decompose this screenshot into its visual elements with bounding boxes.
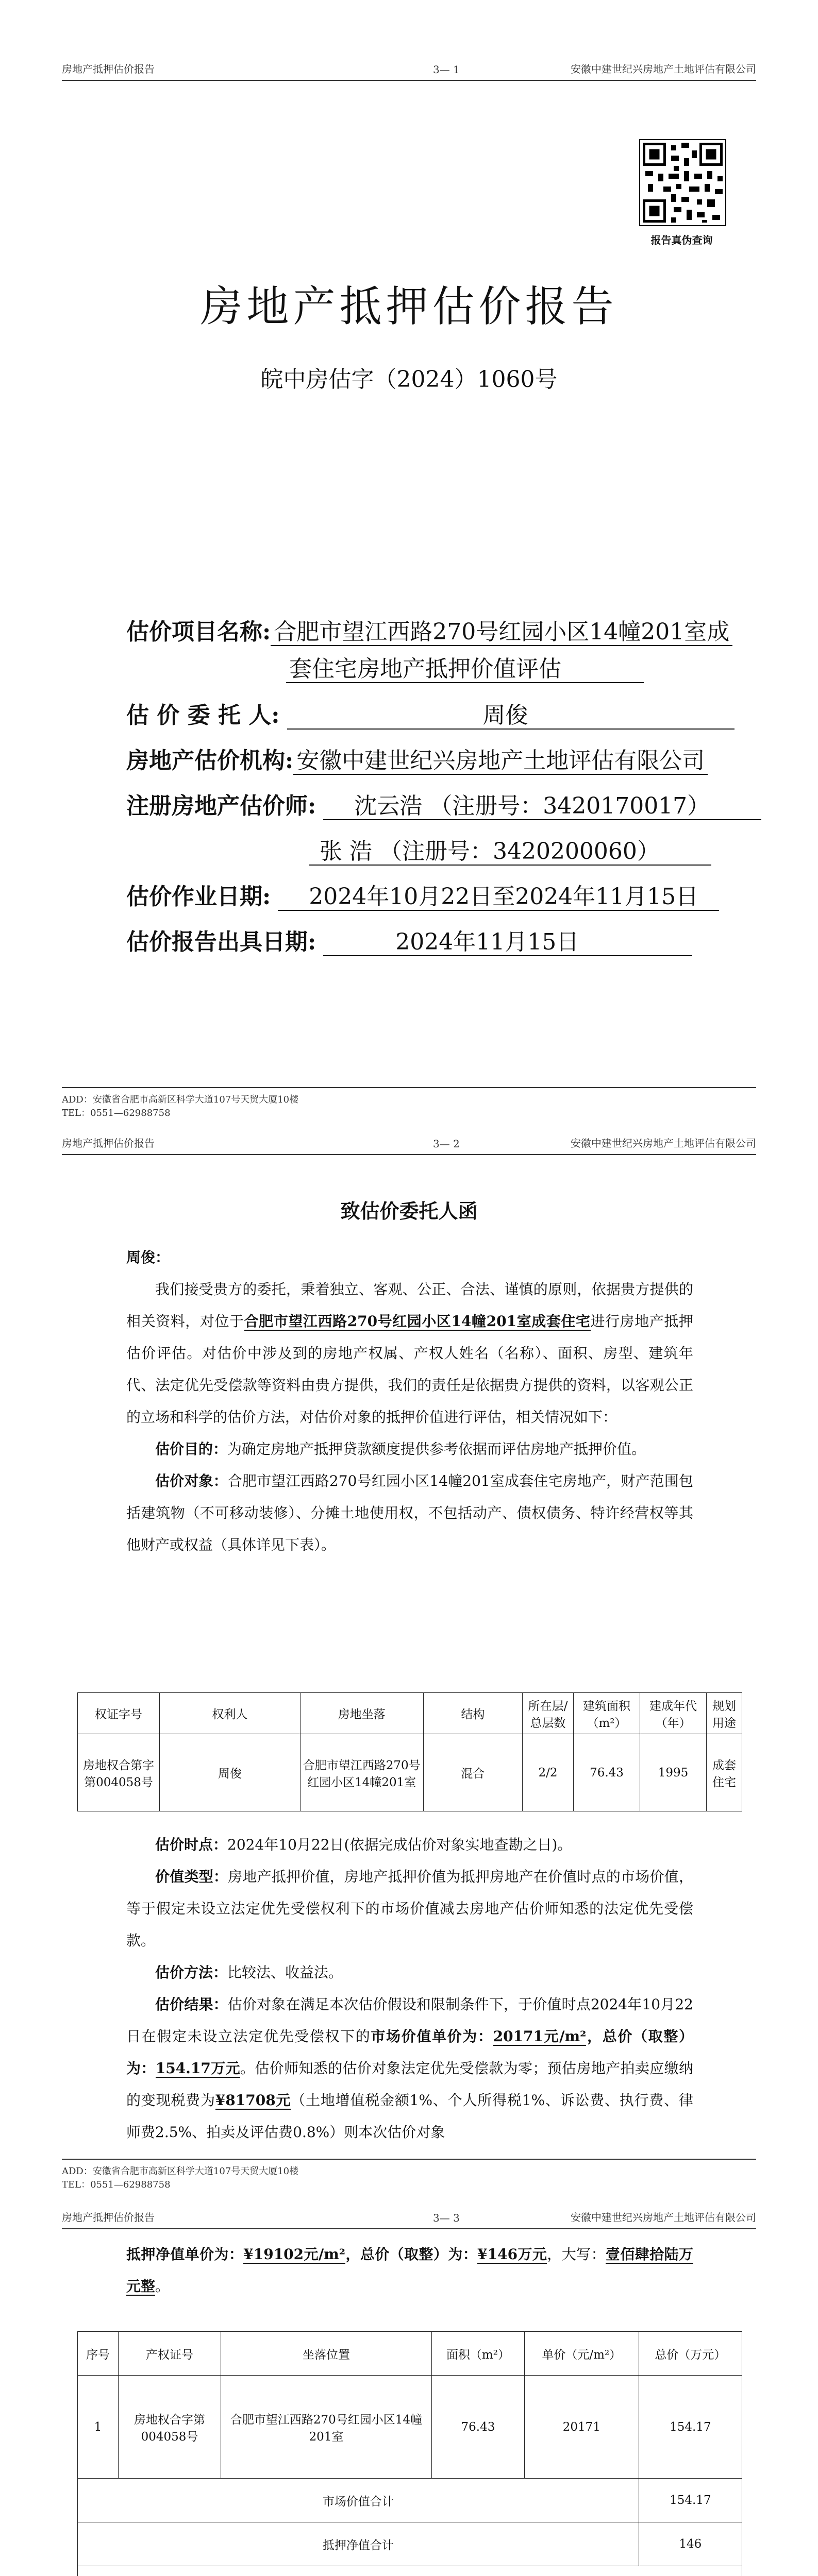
page-header [62, 59, 756, 81]
property-table: 权证字号 权利人 房地坐落 结构 所在层/总层数 建筑面积（m²） 建成年代（年） 规划用途 房地权合第字第004058号 周俊 合肥市望江西路270号红园小区14幢201室 混合 2/2 76.43 1995 成套住宅 [77, 1692, 742, 1811]
document-number: 皖中房估字（2024）1060号 [260, 366, 558, 393]
header-page: 3— 1 [433, 63, 460, 76]
qr-code-icon[interactable] [639, 139, 726, 226]
work-date-value: 2024年10月22日至2024年11月15日 [278, 884, 719, 911]
letter-body [126, 1242, 693, 1561]
agency-field: 房地产估价机构: 安徽中建世纪兴房地产土地评估有限公司 [126, 742, 708, 775]
valuation-method: 估价方法：比较法、收益法。 [155, 1964, 343, 1981]
letter-page [0, 1133, 818, 2231]
page-footer: ADD：安徽省合肥市高新区科学大道107号天贸大厦10楼 TEL：0551—62988758 [62, 2159, 756, 2192]
client-field: 估 价 委 托 人: 周俊 [126, 697, 734, 730]
net-total-label: 抵押净值合计 [78, 2522, 639, 2566]
header-left: 房地产抵押估价报告 [62, 63, 155, 75]
summary-table: 序号 产权证号 坐落位置 面积（m²） 单价（元/m²） 总价（万元） 1 房地权合字第004058号 合肥市望江西路270号红园小区14幢201室 76.43 20171 154.17 市场价值合计 154.17 抵押净值合计 146 [77, 2331, 742, 2576]
value-type: 价值类型：房地产抵押价值，房地产抵押价值为抵押房地产在价值时点的市场价值，等于假定未设立法定优先受偿权利下的市场价值减去房地产估价师知悉的法定优先受偿款。 [126, 1868, 693, 1949]
net-total: 146 [639, 2522, 742, 2566]
agency-value: 安徽中建世纪兴房地产土地评估有限公司 [293, 748, 708, 775]
appraiser-field: 注册房地产估价师: 沈云浩 （注册号：3420170017） [126, 787, 761, 820]
letter-title: 致估价委托人函 [340, 1199, 478, 1223]
project-name-field-cont: 套住宅房地产抵押价值评估 [286, 650, 644, 683]
page-header: 房地产抵押估价报告 3— 2 安徽中建世纪兴房地产土地评估有限公司 [62, 1133, 756, 1155]
appraiser-1: 沈云浩 （注册号：3420170017） [323, 793, 761, 820]
table-row: 房地权合第字第004058号 周俊 合肥市望江西路270号红园小区14幢201室 混合 2/2 76.43 1995 成套住宅 [78, 1734, 742, 1811]
net-value-line: 抵押净值单价为：¥19102元/m²，总价（取整）为：¥146万元，大写：壹佰肆拾陆万元整。 [126, 2246, 693, 2295]
object-paragraph: 估价对象：合肥市望江西路270号红园小区14幢201室成套住宅房地产，财产范围包括建筑物（不可移动装修）、分摊土地使用权，不包括动产、债权债务、特许经营权等其他财产或权益（具体详见下表）。 [126, 1472, 693, 1553]
issue-date-value: 2024年11月15日 [323, 929, 692, 956]
letter-body-cont [126, 1829, 693, 2148]
result-continued [126, 2239, 693, 2302]
summary-page [0, 2208, 818, 2576]
page-header: 房地产抵押估价报告 3— 3 安徽中建世纪兴房地产土地评估有限公司 [62, 2208, 756, 2229]
intro-paragraph: 我们接受贵方的委托，秉着独立、客观、公正、合法、谨慎的原则，依据贵方提供的相关资料，对位于合肥市望江西路270号红园小区14幢201室成套住宅进行房地产抵押估价评估。对估价中涉及到的房地产权属、产权人姓名（名称）、面积、房型、建筑年代、法定优先受偿款等资料由贵方提供，我们的责任是依据贵方提供的资料，以客观公正的立场和科学的估价方法，对估价对象的抵押价值进行评估，相关情况如下： [126, 1281, 693, 1426]
issue-date-field: 估价报告出具日期: 2024年11月15日 [126, 923, 692, 956]
page-footer: ADD：安徽省合肥市高新区科学大道107号天贸大厦10楼 TEL：0551—62988758 [62, 1087, 756, 1120]
summary-note [78, 2566, 742, 2576]
appraiser-field-2 [309, 833, 711, 866]
qr-caption: 报告真伪查询 [650, 234, 713, 246]
valuation-result: 估价结果：估价对象在满足本次估价假设和限制条件下，于价值时点2024年10月22日在假定未设立法定优先受偿权下的市场价值单价为：20171元/m²，总价（取整）为：154.17万元。估价师知悉的估价对象法定优先受偿款为零；预估房地产拍卖应缴纳的变现税费为¥81708元（土地增值税金额1%、个人所得税1%、诉讼费、执行费、律师费2.5%、拍卖及评估费0.8%）则本次估价对象 [126, 1996, 693, 2141]
appraiser-2: 张 浩 （注册号：3420200060） [309, 838, 711, 866]
project-name-field: 估价项目名称: 合肥市望江西路270号红园小区14幢201室成 [126, 613, 732, 646]
salutation: 周俊： [126, 1249, 170, 1266]
work-date-field: 估价作业日期: 2024年10月22日至2024年11月15日 [126, 878, 719, 911]
market-total: 154.17 [639, 2479, 742, 2522]
table-row: 1 房地权合字第004058号 合肥市望江西路270号红园小区14幢201室 76.43 20171 154.17 [78, 2376, 742, 2479]
header-right: 安徽中建世纪兴房地产土地评估有限公司 [571, 63, 756, 75]
valuation-time: 估价时点：2024年10月22日(依据完成估价对象实地查勘之日)。 [155, 1836, 572, 1853]
market-total-label: 市场价值合计 [78, 2479, 639, 2522]
project-name-value: 合肥市望江西路270号红园小区14幢201室成 [271, 619, 732, 646]
report-title: 房地产抵押估价报告 [200, 282, 618, 331]
client-value: 周俊 [287, 702, 734, 730]
purpose-paragraph: 估价目的：为确定房地产抵押贷款额度提供参考依据而评估房地产抵押价值。 [155, 1440, 646, 1458]
cover-page [0, 0, 818, 1118]
